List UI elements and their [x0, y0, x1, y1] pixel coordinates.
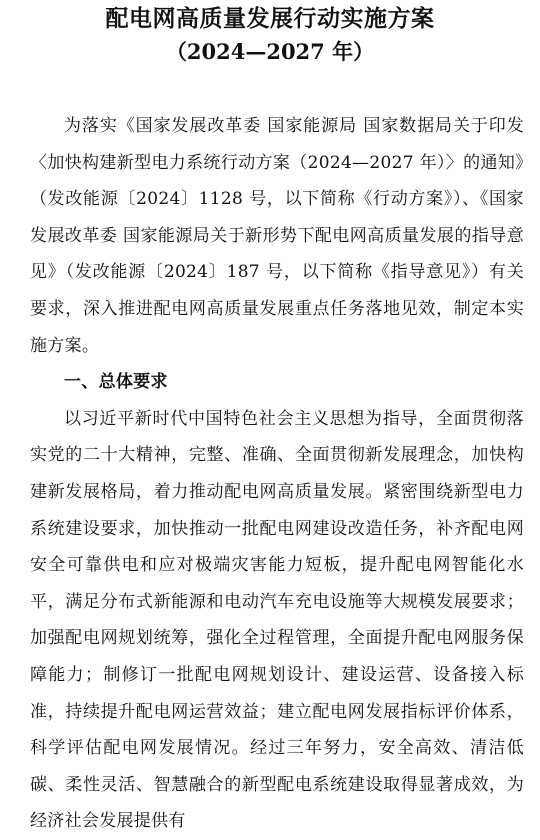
document-body	[30, 108, 524, 840]
intro-paragraph: 为落实《国家发展改革委 国家能源局 国家数据局关于印发〈加快构建新型电力系统行动方案（2024—2027 年）〉的通知》（发改能源〔2024〕1128 号，以下简称《行动方案》）、《国家发展改革委 国家能源局关于新形势下配电网高质量发展的指导意见》（发改能源〔2024〕187 号，以下简称《指导意见》）有关要求，深入推进配电网高质量发展重点任务落地见效，制定本实施方案。	[30, 116, 524, 356]
section-heading: 一、总体要求	[64, 372, 168, 393]
section-paragraph: 以习近平新时代中国特色社会主义思想为指导，全面贯彻落实党的二十大精神，完整、准确、全面贯彻新发展理念，加快构建新发展格局，着力推动配电网高质量发展。紧密围绕新型电力系统建设要求，加快推动一批配电网建设改造任务，补齐配电网安全可靠供电和应对极端灾害能力短板，提升配电网智能化水平，满足分布式新能源和电动汽车充电设施等大规模发展要求；加强配电网规划统筹，强化全过程管理，全面提升配电网服务保障能力；制修订一批配电网规划设计、建设运营、设备接入标准，持续提升配电网运营效益；建立配电网发展指标评价体系，科学评估配电网发展情况。经过三年努力，安全高效、清洁低碳、柔性灵活、智慧融合的新型配电系统建设取得显著成效，为经济社会发展提供有	[30, 408, 524, 832]
document-subtitle: （2024—2027 年）	[165, 39, 375, 64]
document-title: 配电网高质量发展行动实施方案	[105, 5, 435, 32]
